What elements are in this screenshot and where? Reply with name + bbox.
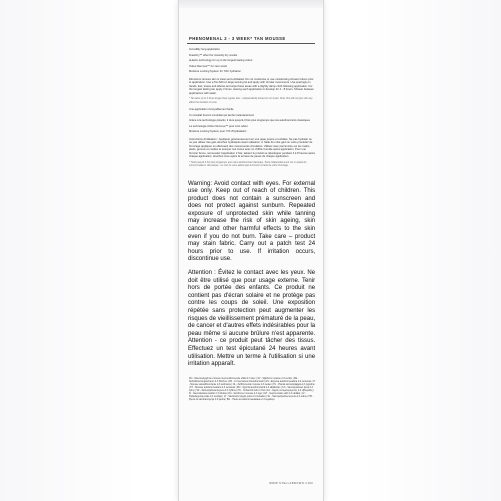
multilanguage-text: NO - Ikkeinnebygd tan-mousse med selvbrunende effekt 2-3 uker | SV - Självbrun mousse 2-3 veckor | DE - Selbstbräunungsschaum 2-3 Wochen | FR - 2-3 semaines d'autobronzant | ES - Espuma autobronceadora 2-3 semanas | IT - Mousse autoabbronzante 2-3 settimane | NL - Zelfbruinende mousse 2-3 weken | PL - Pianka samoopalająca 2-3 tygodnie | PT - Mousse autobronzeadora 2-3 semanas | RO - Spumă autobronzantă 2-3 săptămâni | CS - Samoopalovací pěna 2-3 týdny | SK - Samoopaľovacia pena 2-3 týždne | HU - Önbarnító hab 2-3 hét | EL - Αφρός αυτομαυρίσματος 2-3 εβδομάδες | FI - Itseruskettava vaahto 2-3 viikkoa | DA - Selvbruner mousse 2-3 uger | ET - Isepruunistav vaht 2-3 nädalat | LV - Pašiedeguma putas 2-3 nedēļas | LT - Savaiminio įdegio putos 2-3 savaitės | SL - Samoporjavitvena pena 2-3 tedne | HR - Pjena za samotamnjenje 2-3 tjedna | BG - Пяна за самопотъмняване 2-3 седмици: [189, 377, 315, 401]
warning-en: Warning: Avoid contact with eyes. For external use only. Keep out of reach of children. This product does not contain a sunscreen and does not protect against sunburn. Repeated exposure of unprotected skin while tanning may increase the risk of skin ageing, skin cancer and other harmful effects to the skin even if you do not burn. Take care – product may stain fabric. Carry out a patch test 24 hours prior to use. If irritation occurs, discontinue use.: [188, 179, 316, 263]
en-claim: Odour Remove™ for zero smell: [189, 64, 227, 68]
en-claim: Dual-Dry™ effect for instantly dry results: [189, 53, 238, 57]
heading-rule: [187, 43, 315, 44]
fr-claims-list: [187, 108, 315, 134]
fr-claim: Grâce à la technologie pHactiv, il dure jusqu'à 3 fois plus longtemps que les autobronzants classiques: [189, 119, 310, 122]
fr-notes: * Tient jusqu'à 3 fois plus longtemps que votre autobronzant classique. Tests indépendamment sur un panel de consommateurs. Remarque : ce soin ne vous aidera pas à bronzer à l'auto de votre bronzage.: [189, 160, 307, 167]
en-claims-list: [187, 48, 315, 74]
fr-directions: Instructions d'utilisation : Appliquer généreusement sur une peau propre et exfoliée. Ne pas hydrater ou ne pas utiliser des gels douches hydratants avant utilisation. À l'aide du mitte gant ou votre procédez de bronzage appliquer en effectuant des mouvements circulaires. Utilisez avec parcimonie sur les mains, pieds, genoux et coudes et essuyer ces zones avec un chiffon humide après application. Pour une bronzer brune, renouvelez l'application 2 fois, laissez le produit se développer pendant 4 à 8 heures après chaque application, douchez-vous après la ternaux de pause de chaque application.: [189, 137, 316, 158]
product-box-side-panel: [178, 0, 324, 501]
en-claim: Incredibly long application: [189, 48, 220, 51]
background-left: [0, 0, 140, 501]
en-directions: Directions: Ensure skin is clean and exfoliated. Do not moisturise or use moisturising shower lotions prior to application. Use a Tan Mitt on large tanning lot and apply with circular movements. Use sparingly on hands, feet, knees and elbows and wipe these areas with a slightly damp cloth following application. For the longest lasting tan apply 2 times, leaving each application to develop for 4 - 8 hours. Shower between applications with water.: [189, 77, 315, 95]
warning-fr: Attention : Évitez le contact avec les yeux. Ne doit être utilisé que pour usage externe. Tenir hors de portée des enfants. Ce produit ne contient pas d'écran solaire et ne protège pas contre les coups de soleil. Une exposition répétée sans protection peut augmenter les risques de vieillissement prématuré de la peau, de cancer et d'autres effets indésirables pour la peau même si aucune brûlure n'est apparente. Attention - ce produit peut tâcher des tissus. Effectuez un test épicutané 24 heures avant utilisation. Mettre un terme à l'utilisation si une irritation apparaît.: [188, 269, 316, 368]
fr-claim: La technologie Odour Remove™ pour zéro odeur: [189, 124, 248, 128]
fr-claim: Une application incroyablement facile: [189, 108, 234, 111]
en-claim: Moisture Locking System for 72hr hydration: [189, 70, 241, 73]
background-right: [361, 0, 501, 501]
en-claim: pHactiv technology for up to 3w longest lasting colour: [189, 59, 253, 62]
en-notes: * Tan lasts up to 3 times longer than regular tans - independently tested on our tester. Note: this will not give skin any effect the duration of a tan.: [189, 97, 313, 104]
fr-claim: Moisture Locking System pour 72h d'hydratation: [189, 130, 247, 133]
fr-claim: Un résultat bronzé immédiat qui sèche instantanément: [189, 113, 254, 117]
product-heading: PHENOMENAL 2 - 3 WEEK* TAN MOUSSE: [189, 36, 286, 41]
box-top-fold: [179, 0, 323, 8]
brand-url: WWW.STELLABROWN.COM: [269, 482, 313, 485]
panel-content: [187, 10, 315, 491]
